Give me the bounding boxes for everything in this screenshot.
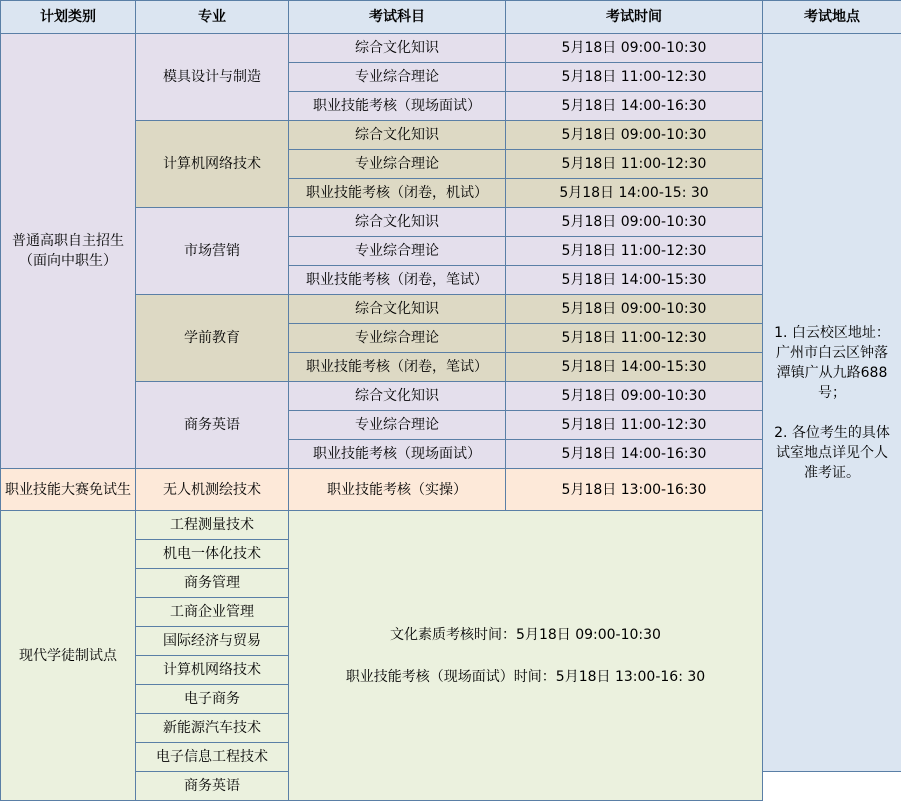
apprentice-major: 电子信息工程技术 xyxy=(136,743,289,772)
major-cell: 计算机网络技术 xyxy=(136,121,289,208)
apprentice-major: 商务英语 xyxy=(136,772,289,801)
time-cell: 5月18日 13:00-16:30 xyxy=(506,469,763,511)
location-line-1: 1. 白云校区地址：广州市白云区钟落潭镇广从九路688号； xyxy=(774,324,890,401)
header-location: 考试地点 xyxy=(763,1,901,34)
time-cell: 5月18日 11:00-12:30 xyxy=(506,411,763,440)
time-cell: 5月18日 11:00-12:30 xyxy=(506,150,763,179)
apprentice-major: 新能源汽车技术 xyxy=(136,714,289,743)
apprentice-major: 机电一体化技术 xyxy=(136,540,289,569)
note-culture: 文化素质考核时间：5月18日 09:00-10:30 xyxy=(390,626,661,643)
time-cell: 5月18日 14:00-16:30 xyxy=(506,92,763,121)
header-major: 专业 xyxy=(136,1,289,34)
apprentice-major: 电子商务 xyxy=(136,685,289,714)
apprentice-major: 国际经济与贸易 xyxy=(136,627,289,656)
major-cell: 学前教育 xyxy=(136,295,289,382)
subject-cell: 专业综合理论 xyxy=(289,237,506,266)
subject-cell: 职业技能考核（实操） xyxy=(289,469,506,511)
header-category: 计划类别 xyxy=(1,1,136,34)
note-skill: 职业技能考核（现场面试）时间：5月18日 13:00-16: 30 xyxy=(345,668,706,685)
time-cell: 5月18日 11:00-12:30 xyxy=(506,324,763,353)
subject-cell: 专业综合理论 xyxy=(289,324,506,353)
subject-cell: 职业技能考核（闭卷，笔试） xyxy=(289,353,506,382)
time-cell: 5月18日 14:00-15: 30 xyxy=(506,179,763,208)
subject-cell: 综合文化知识 xyxy=(289,295,506,324)
major-cell: 市场营销 xyxy=(136,208,289,295)
location-line-2: 2. 各位考生的具体试室地点详见个人准考证。 xyxy=(774,424,890,481)
major-cell: 商务英语 xyxy=(136,382,289,469)
subject-cell: 专业综合理论 xyxy=(289,411,506,440)
subject-cell: 综合文化知识 xyxy=(289,208,506,237)
major-cell: 模具设计与制造 xyxy=(136,34,289,121)
time-cell: 5月18日 09:00-10:30 xyxy=(506,382,763,411)
subject-cell: 职业技能考核（闭卷，笔试） xyxy=(289,266,506,295)
apprentice-major: 商务管理 xyxy=(136,569,289,598)
time-cell: 5月18日 09:00-10:30 xyxy=(506,121,763,150)
major-cell: 无人机测绘技术 xyxy=(136,469,289,511)
time-cell: 5月18日 14:00-15:30 xyxy=(506,353,763,382)
subject-cell: 专业综合理论 xyxy=(289,63,506,92)
subject-cell: 综合文化知识 xyxy=(289,121,506,150)
location-cell xyxy=(763,34,901,772)
subject-cell: 职业技能考核（现场面试） xyxy=(289,440,506,469)
apprentice-major: 计算机网络技术 xyxy=(136,656,289,685)
header-subject: 考试科目 xyxy=(289,1,506,34)
time-cell: 5月18日 09:00-10:30 xyxy=(506,34,763,63)
subject-cell: 综合文化知识 xyxy=(289,34,506,63)
time-cell: 5月18日 11:00-12:30 xyxy=(506,63,763,92)
subject-cell: 专业综合理论 xyxy=(289,150,506,179)
apprentice-schedule-note xyxy=(289,511,763,801)
category-contest: 职业技能大赛免试生 xyxy=(1,469,136,511)
category-general: 普通高职自主招生（面向中职生） xyxy=(1,34,136,469)
header-time: 考试时间 xyxy=(506,1,763,34)
subject-cell: 职业技能考核（现场面试） xyxy=(289,92,506,121)
time-cell: 5月18日 14:00-15:30 xyxy=(506,266,763,295)
time-cell: 5月18日 09:00-10:30 xyxy=(506,208,763,237)
apprentice-major: 工程测量技术 xyxy=(136,511,289,540)
category-apprentice: 现代学徒制试点 xyxy=(1,511,136,801)
time-cell: 5月18日 14:00-16:30 xyxy=(506,440,763,469)
subject-cell: 综合文化知识 xyxy=(289,382,506,411)
apprentice-major: 工商企业管理 xyxy=(136,598,289,627)
time-cell: 5月18日 11:00-12:30 xyxy=(506,237,763,266)
header-row xyxy=(1,1,901,34)
table-row xyxy=(1,34,901,63)
subject-cell: 职业技能考核（闭卷，机试） xyxy=(289,179,506,208)
time-cell: 5月18日 09:00-10:30 xyxy=(506,295,763,324)
